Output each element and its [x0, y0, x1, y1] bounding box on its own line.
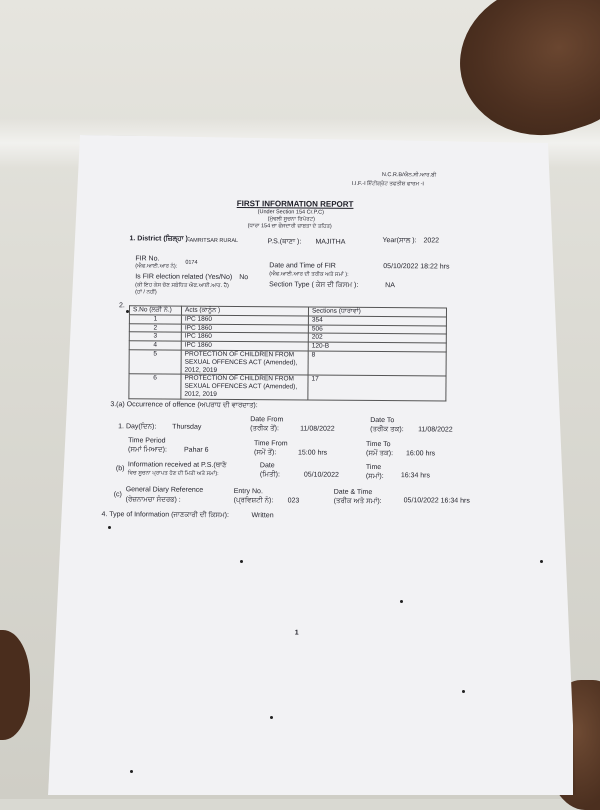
year-label: Year(ਸਾਲ ):: [382, 237, 417, 245]
date-from-value: 11/08/2022: [300, 425, 335, 433]
acts-act: IPC 1860: [181, 324, 308, 334]
info-type-label: 4. Type of Information (ਜਾਣਕਾਰੀ ਦੀ ਕਿਸਮ):: [101, 511, 230, 519]
table-row: [129, 350, 446, 377]
time-from-sublabel: (ਸਮੇਂ ਤੋਂ):: [253, 449, 277, 457]
gd-entry-label: Entry No.: [233, 488, 263, 496]
info-type-value: Written: [251, 512, 274, 520]
section-type-label: Section Type ( ਕੇਸ ਦੀ ਕਿਸਮ ):: [269, 281, 359, 289]
acts-header-sections: Sections (ਧਾਰਾਵਾਂ): [308, 307, 446, 317]
date-to-value: 11/08/2022: [418, 426, 453, 434]
info-received-sublabel: ਵਿਚ ਸੂਚਨਾ ਪ੍ਰਾਪਤ ਹੋਣ ਦੀ ਮਿਤੀ ਅਤੇ ਸਮਾਂ):: [127, 470, 219, 477]
fir-no-sublabel: (ਐਫ.ਆਈ.ਆਰ ਨੰ):: [135, 263, 178, 270]
info-received-label: Information received at P.S.(ਥਾਣੇ: [127, 461, 227, 469]
date-from-sublabel: (ਤਰੀਕ ਤੋਂ):: [250, 425, 279, 433]
gd-datetime-value: 05/10/2022 16:34 hrs: [403, 497, 470, 505]
election-label: Is FIR election related (Yes/No): [135, 273, 233, 281]
date-from-label: Date From: [250, 416, 284, 424]
acts-act: IPC 1860: [181, 341, 308, 351]
date-to-sublabel: (ਤਰੀਕ ਤਕ):: [370, 425, 404, 434]
acts-section: 8: [308, 351, 446, 376]
acts-section: 17: [308, 375, 446, 400]
year-value: 2022: [423, 237, 440, 245]
time-to-label: Time To: [366, 440, 391, 449]
acts-section: 354: [308, 316, 446, 326]
info-time-sublabel: (ਸਮਾਂ):: [365, 472, 384, 481]
fir-datetime-sublabel: (ਐਫ.ਆਈ.ਆਰ ਦੀ ਤਰੀਕ ਅਤੇ ਸਮਾਂ ):: [269, 271, 349, 278]
acts-act: PROTECTION OF CHILDREN FROM SEXUAL OFFENCES ACT (Amended), 2012, 2019: [181, 350, 308, 375]
time-to-sublabel: (ਸਮੇਂ ਤਕ):: [365, 449, 394, 458]
acts-header-sno: S.No (ਲੜੀ ਨੰ.): [129, 306, 181, 315]
page-number: 1: [294, 629, 299, 637]
district-value: AMRITSAR RURAL: [189, 237, 239, 245]
table-row: [129, 374, 446, 401]
acts-act: PROTECTION OF CHILDREN FROM SEXUAL OFFENCES ACT (Amended), 2012, 2019: [181, 375, 308, 400]
gd-entry-value: 023: [287, 497, 300, 505]
acts-table: [128, 305, 447, 401]
police-station-value: MAJITHA: [315, 238, 346, 246]
section-type-value: NA: [385, 282, 395, 290]
ink-speck: [130, 770, 133, 773]
time-period-label: Time Period: [128, 437, 166, 445]
document-title: FIRST INFORMATION REPORT: [236, 199, 354, 209]
district-label: 1. District (ਜ਼ਿਲ੍ਹਾ ):: [129, 235, 191, 243]
acts-header-acts: Acts (ਕਾਨੂੰਨ ): [181, 306, 308, 316]
acts-act: IPC 1860: [181, 333, 308, 343]
date-to-label: Date To: [370, 416, 395, 425]
acts-section-number: 2.: [118, 302, 125, 310]
fir-document-paper: [48, 135, 573, 795]
gd-datetime-label: Date & Time: [333, 488, 373, 496]
election-sublabel-2: (ਹਾਂ / ਨਹੀਂ): [135, 289, 157, 296]
info-time-value: 16:34 hrs: [400, 472, 431, 480]
acts-sno: 4: [129, 341, 181, 350]
fir-datetime-value: 05/10/2022 18:22 hrs: [383, 263, 450, 271]
time-from-value: 15:00 hrs: [297, 449, 328, 457]
time-period-sublabel: (ਸਮਾਂ ਮਿਆਦ):: [127, 446, 167, 454]
acts-act: IPC 1860: [181, 315, 308, 325]
acts-sno: 5: [129, 350, 181, 375]
election-sublabel: (ਕੀ ਇਹ ਕੇਸ ਚੋਣ ਸਬੰਧਿਤ ਐਫ.ਆਈ.ਆਰ. ਹੈ): [135, 282, 229, 289]
acts-sno: 6: [129, 374, 181, 399]
ink-speck: [540, 560, 543, 563]
time-from-label: Time From: [254, 440, 288, 448]
ink-speck: [126, 310, 129, 313]
occurrence-heading: 3.(a) Occurrence of offence (ਅਪਰਾਧ ਦੀ ਵਾਰਦਾਤ):: [110, 401, 258, 410]
fir-no-label: FIR No.: [135, 255, 160, 263]
ink-speck: [240, 560, 243, 563]
document-subtitle-section: (ਧਾਰਾ 154 ਜ਼ਾ ਫੌਜਦਾਰੀ ਜ਼ਾਬਤਾ ਦੇ ਤਹਿਤ): [247, 223, 332, 230]
gd-datetime-sublabel: (ਤਰੀਕ ਅਤੇ ਸਮਾਂ):: [333, 497, 382, 506]
acts-section: 202: [308, 333, 446, 343]
acts-sno: 2: [129, 323, 181, 332]
ink-speck: [108, 526, 111, 529]
time-to-value: 16:00 hrs: [405, 450, 436, 458]
ink-speck: [462, 690, 465, 693]
acts-sno: 1: [129, 315, 181, 324]
acts-sno: 3: [129, 332, 181, 341]
info-date-value: 05/10/2022: [303, 471, 339, 479]
day-value: Thursday: [172, 423, 202, 431]
iif-form-label: I.I.F.-I ਇੰਟੀਗ੍ਰੇਟ ਤਫਤੀਸ਼ ਫਾਰਮ -I: [351, 180, 424, 188]
police-station-label: P.S.(ਥਾਣਾ ):: [267, 238, 302, 246]
fir-no-value: 0174: [185, 259, 198, 266]
ink-speck: [400, 600, 403, 603]
gd-marker: (c): [113, 491, 122, 499]
info-date-label: Date: [259, 462, 275, 470]
fir-datetime-label: Date and Time of FIR: [269, 262, 336, 270]
acts-section: 120-B: [308, 342, 446, 352]
document-subtitle-punjabi: (ਮੁੱਢਲੀ ਸੂਚਨਾ ਰਿਪੋਰਟ): [267, 216, 316, 223]
acts-section: 506: [308, 325, 446, 335]
time-period-value: Pahar 6: [183, 446, 209, 454]
gd-sublabel: (ਰੋਜ਼ਨਾਮਚਾ ਸੰਦਰਭ) :: [125, 496, 181, 504]
info-time-label: Time: [365, 463, 382, 472]
info-date-sublabel: (ਮਿਤੀ):: [259, 471, 280, 479]
document-subtitle: (Under Section 154 Cr.P.C): [257, 209, 324, 216]
election-value: No: [239, 274, 249, 282]
gd-entry-sublabel: (ਪ੍ਰਵਿਸ਼ਟੀ ਨੰ):: [233, 497, 274, 505]
ink-speck: [270, 716, 273, 719]
info-received-marker: (b): [115, 465, 125, 473]
gd-label: General Diary Reference: [125, 486, 204, 494]
day-label: 1. Day(ਦਿਨ):: [118, 423, 157, 431]
ncrb-label: N.C.R.B/ਐਨ.ਸੀ.ਆਰ.ਬੀ: [381, 172, 437, 179]
